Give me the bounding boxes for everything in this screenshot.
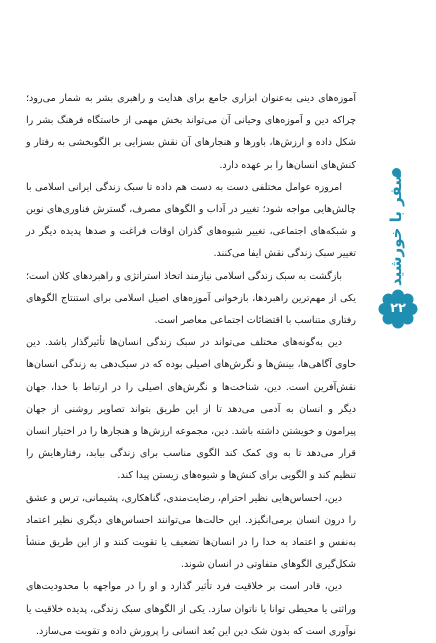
paragraph-4: دین به‌گونه‌های مختلف می‌تواند در سبک زندگی انسان‌ها تأثیرگذار باشد. دین حاوی آگاهی‌ها، بینش‌ها و نگرش‌های اصیلی بوده که در سبک‌دهی به زندگی انسان‌ها نقش‌آفرین است. دین، شناخت‌ها و نگرش‌های اصیلی را در ارتباط با خدا، جهان دیگر و انسان به آدمی می‌دهد تا از این طریق بتواند تصاویر روشنی از جهان پیرامون و خویشتن داشته باشد. دین، مجموعه ارزش‌ها و هنجارها را در اختیار انسان قرار می‌دهد تا به وی کمک کند الگوی مناسب برای زندگی بیابد، رفتارهایش را تنظیم کند و الگویی برای کنش‌ها و شیوه‌های زیستن پیدا کند. [26, 337, 356, 482]
page-number-badge [378, 289, 418, 329]
running-title [376, 170, 416, 286]
running-title-text: سفر با خورشید [387, 170, 405, 286]
paragraph-3: بازگشت به سبک زندگی اسلامی نیازمند اتخاذ استراتژی و راهبردهای کلان است؛ یکی از مهم‌ترین راهبردها، بازخوانی آموزه‌های اصیل اسلامی برای استنتاج الگوهای رفتاری متناسب با اقتضائات اجتماعی معاصر است. [26, 270, 356, 327]
paragraph-6: دین، قادر است بر خلاقیت فرد تأثیر گذارد و او را در مواجهه با محدودیت‌های وراثتی یا محیطی توانا یا ناتوان سازد. یکی از الگوهای سبک زندگی، پدیده خلاقیت یا نوآوری است که بدون شک دین این بُعد انسانی را پرورش داده و تقویت می‌سازد. [26, 581, 356, 637]
paragraph-2: امروزه عوامل مختلفی دست به دست هم داده تا سبک زندگی ایرانی اسلامی با چالش‌هایی مواجه شود؛ تغییر در آداب و الگوهای مصرف، گسترش فناوری‌های نوین و شبکه‌های اجتماعی، تغییر شیوه‌های گذران اوقات فراغت و صدها پدیده دیگر در تغییر سبک زندگی نقش ایفا می‌کنند. [26, 181, 356, 260]
body-text [26, 88, 356, 643]
page-number: ۲۲ [390, 301, 406, 316]
paragraph-1: آموزه‌های دینی به‌عنوان ابزاری جامع برای هدایت و راهبری بشر به شمار می‌رود؛ چراکه دین و آموزه‌های وحیانی آن می‌تواند بخش مهمی از خاستگاه فرهنگ بشر را شکل داده و ارزش‌ها، باورها و هنجارهای آن نقش بسزایی بر الگوبخشی به رفتار و کنش‌های انسان‌ها را بر عهده دارد. [26, 93, 356, 171]
paragraph-5: دین، احساس‌هایی نظیر احترام، رضایت‌مندی، گناهکاری، پشیمانی، ترس و عشق را درون انسان برمی‌انگیزد. این حالت‌ها می‌توانند احساس‌های دیگری نظیر اعتماد به‌نفس و اعتماد به خدا را در انسان‌ها تضعیف یا تقویت کنند و از این طریق منشأ شکل‌گیری الگوهای متفاوتی در انسان شوند. [26, 492, 356, 571]
